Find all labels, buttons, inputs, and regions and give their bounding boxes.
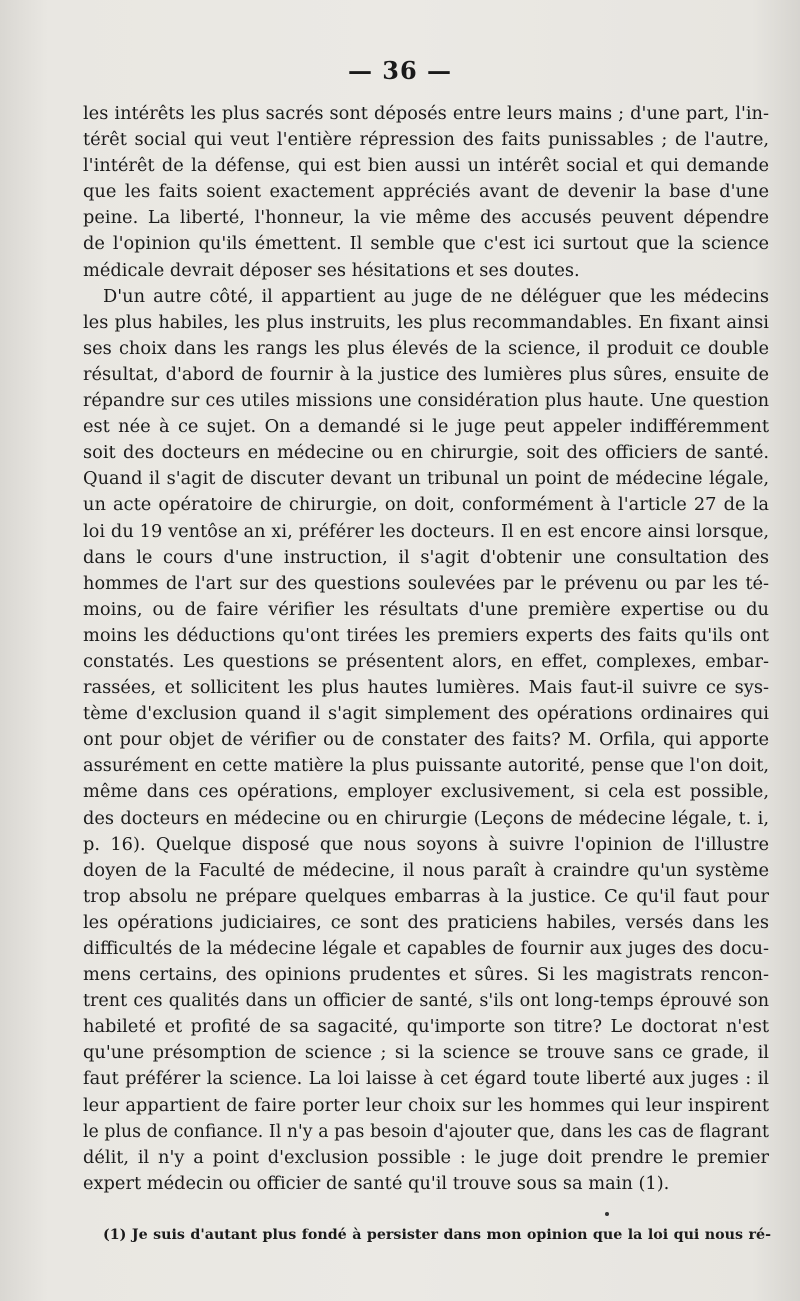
text-line: les plus habiles, les plus instruits, les plus recommandables. En fixant ainsi xyxy=(83,311,769,333)
text-line: moins les déductions qu'ont tirées les premiers experts des faits qu'ils ont xyxy=(83,624,769,646)
text-line: faut préférer la science. La loi laisse à cet égard toute liberté aux juges : il xyxy=(83,1068,769,1090)
text-line: répandre sur ces utiles missions une considération plus haute. Une question xyxy=(83,391,769,412)
text-line: que les faits soient exactement appréciés avant de devenir la base d'une xyxy=(83,181,769,203)
text-line: rassées, et sollicitent les plus hautes lumières. Mais faut-il suivre ce sys- xyxy=(83,677,769,699)
paragraph-start-line: D'un autre côté, il appartient au juge de ne déléguer que les médecins xyxy=(103,285,769,307)
text-line: doyen de la Faculté de médecine, il nous paraît à craindre qu'un système xyxy=(83,859,769,881)
text-line: trent ces qualités dans un officier de santé, s'ils ont long-temps éprouvé son xyxy=(83,991,769,1012)
text-line: Quand il s'agit de discuter devant un tribunal un point de médecine légale, xyxy=(83,468,769,490)
text-line: loi du 19 ventôse an xi, préférer les docteurs. Il en est encore ainsi lorsque, xyxy=(83,520,769,542)
text-line: l'intérêt de la défense, qui est bien aussi un intérêt social et qui demande xyxy=(83,155,769,177)
text-line: qu'une présomption de science ; si la science se trouve sans ce grade, il xyxy=(83,1042,769,1064)
text-line: les opérations judiciaires, ce sont des praticiens habiles, versés dans les xyxy=(83,911,769,933)
footnote: (1) Je suis d'autant plus fondé à persister dans mon opinion que la loi qui nous ré- xyxy=(103,1227,771,1243)
text-line: un acte opératoire de chirurgie, on doit, conformément à l'article 27 de la xyxy=(83,494,769,516)
text-line: mens certains, des opinions prudentes et sûres. Si les magistrats rencon- xyxy=(83,964,769,986)
text-line: peine. La liberté, l'honneur, la vie même des accusés peuvent dépendre xyxy=(83,207,769,229)
page-number: — 36 — xyxy=(347,56,453,85)
text-line: ses choix dans les rangs les plus élevés de la science, il produit ce double xyxy=(83,337,769,359)
text-line: constatés. Les questions se présentent alors, en effet, complexes, embar- xyxy=(83,650,769,672)
text-line: même dans ces opérations, employer exclusivement, si cela est possible, xyxy=(83,781,769,803)
text-line: trop absolu ne prépare quelques embarras à la justice. Ce qu'il faut pour xyxy=(83,885,769,907)
text-line: médicale devrait déposer ses hésitations et ses doutes. xyxy=(83,259,580,281)
text-line: leur appartient de faire porter leur choix sur les hommes qui leur inspirent xyxy=(83,1094,769,1116)
text-line: térêt social qui veut l'entière répression des faits punissables ; de l'autre, xyxy=(83,129,769,151)
body-text xyxy=(83,101,769,1197)
text-line: délit, il n'y a point d'exclusion possible : le juge doit prendre le premier xyxy=(83,1146,769,1168)
text-line: habileté et profité de sa sagacité, qu'importe son titre? Le doctorat n'est xyxy=(83,1016,769,1038)
text-line: des docteurs en médecine ou en chirurgie (Leçons de médecine légale, t. i, xyxy=(83,807,769,829)
text-line: difficultés de la médecine légale et capables de fournir aux juges des docu- xyxy=(83,938,769,959)
text-line: tème d'exclusion quand il s'agit simplement des opérations ordinaires qui xyxy=(83,703,769,725)
text-line: assurément en cette matière la plus puissante autorité, pense que l'on doit, xyxy=(83,755,769,777)
text-line: moins, ou de faire vérifier les résultats d'une première expertise ou du xyxy=(83,598,769,620)
text-line: soit des docteurs en médecine ou en chirurgie, soit des officiers de santé. xyxy=(83,442,769,464)
text-line: les intérêts les plus sacrés sont déposés entre leurs mains ; d'une part, l'in- xyxy=(83,103,769,124)
text-line: p. 16). Quelque disposé que nous soyons à suivre l'opinion de l'illustre xyxy=(83,833,769,855)
text-line: le plus de confiance. Il n'y a pas besoin d'ajouter que, dans les cas de flagrant xyxy=(83,1121,769,1142)
footnote-separator-dot xyxy=(605,1212,609,1216)
text-line: ont pour objet de vérifier ou de constater des faits? M. Orfila, qui apporte xyxy=(83,729,769,751)
text-line: de l'opinion qu'ils émettent. Il semble que c'est ici surtout que la science xyxy=(83,233,769,255)
text-line: hommes de l'art sur des questions soulevées par le prévenu ou par les té- xyxy=(83,572,769,594)
text-line: est née à ce sujet. On a demandé si le juge peut appeler indifféremment xyxy=(83,416,769,438)
text-line: dans le cours d'une instruction, il s'agit d'obtenir une consultation des xyxy=(83,546,769,568)
text-line: résultat, d'abord de fournir à la justice des lumières plus sûres, ensuite de xyxy=(83,363,769,385)
text-line: expert médecin ou officier de santé qu'il trouve sous sa main (1). xyxy=(83,1172,670,1194)
